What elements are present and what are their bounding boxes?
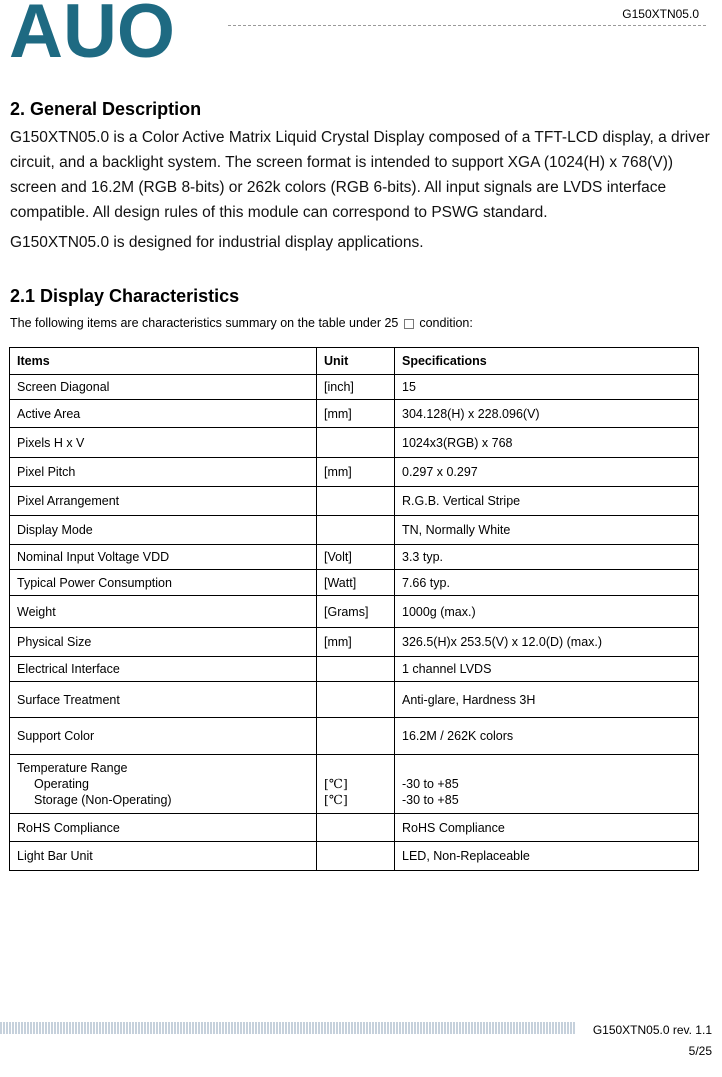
page-number: 5/25 xyxy=(688,1044,712,1058)
spec-cell xyxy=(395,755,699,814)
auo-logo xyxy=(9,2,175,58)
table-header-row xyxy=(10,348,699,375)
unit-cell xyxy=(317,682,395,718)
table-row xyxy=(10,428,699,458)
spec-cell: R.G.B. Vertical Stripe xyxy=(395,487,699,516)
item-cell: RoHS Compliance xyxy=(10,814,317,842)
unit-cell xyxy=(317,657,395,682)
unit-cell: [mm] xyxy=(317,458,395,487)
table-row xyxy=(10,487,699,516)
spec-cell: LED, Non-Replaceable xyxy=(395,842,699,871)
spec-cell: 304.128(H) x 228.096(V) xyxy=(395,400,699,428)
header-unit: Unit xyxy=(317,348,395,375)
item-cell: Support Color xyxy=(10,718,317,755)
description-paragraph: G150XTN05.0 is a Color Active Matrix Liquid Crystal Display composed of a TFT-LCD display, a driver circuit, and a backlight system. The screen format is intended to support XGA (1024(H) x 768(V)) screen and 16.2M (RGB 8-bits) or 262k colors (RGB 6-bits). All input signals are LVDS interface compatible. All design rules of this module can correspond to PSWG standard. xyxy=(10,129,710,221)
item-cell: Screen Diagonal xyxy=(10,375,317,400)
table-row xyxy=(10,596,699,628)
table-row xyxy=(10,682,699,718)
operating-unit: [℃] xyxy=(324,776,348,791)
item-cell: Active Area xyxy=(10,400,317,428)
item-cell: Pixel Pitch xyxy=(10,458,317,487)
spec-cell: 1 channel LVDS xyxy=(395,657,699,682)
item-cell: Nominal Input Voltage VDD xyxy=(10,545,317,570)
table-row-temperature xyxy=(10,755,699,814)
unit-cell: [Grams] xyxy=(317,596,395,628)
unit-cell xyxy=(317,516,395,545)
table-row xyxy=(10,570,699,596)
item-cell xyxy=(10,755,317,814)
unit-cell: [Volt] xyxy=(317,545,395,570)
table-row xyxy=(10,516,699,545)
display-characteristics-table xyxy=(9,347,699,871)
svg-text:AUO: AUO xyxy=(9,2,175,58)
spec-cell: 326.5(H)x 253.5(V) x 12.0(D) (max.) xyxy=(395,628,699,657)
footer-revision: G150XTN05.0 rev. 1.1 xyxy=(592,1023,712,1037)
table-row xyxy=(10,545,699,570)
storage-unit: [℃] xyxy=(324,792,348,807)
header-rule xyxy=(228,25,706,26)
item-cell: Pixel Arrangement xyxy=(10,487,317,516)
spec-cell: TN, Normally White xyxy=(395,516,699,545)
item-cell: Typical Power Consumption xyxy=(10,570,317,596)
table-row xyxy=(10,400,699,428)
table-row xyxy=(10,842,699,871)
spec-cell: 1000g (max.) xyxy=(395,596,699,628)
document-id: G150XTN05.0 xyxy=(622,7,699,21)
item-cell: Physical Size xyxy=(10,628,317,657)
footer-decorative-band xyxy=(0,1022,575,1034)
unit-cell: [Watt] xyxy=(317,570,395,596)
application-paragraph: G150XTN05.0 is designed for industrial display applications. xyxy=(10,234,424,251)
item-cell: Display Mode xyxy=(10,516,317,545)
item-cell: Electrical Interface xyxy=(10,657,317,682)
operating-label: Operating xyxy=(34,777,89,791)
spec-cell: 15 xyxy=(395,375,699,400)
spec-cell: RoHS Compliance xyxy=(395,814,699,842)
item-cell: Surface Treatment xyxy=(10,682,317,718)
spec-cell: 3.3 typ. xyxy=(395,545,699,570)
unit-cell xyxy=(317,842,395,871)
storage-spec: -30 to +85 xyxy=(402,793,459,807)
unit-cell xyxy=(317,487,395,516)
spec-cell: 0.297 x 0.297 xyxy=(395,458,699,487)
item-cell: Pixels H x V xyxy=(10,428,317,458)
unit-cell: [mm] xyxy=(317,628,395,657)
item-cell: Weight xyxy=(10,596,317,628)
operating-spec: -30 to +85 xyxy=(402,777,459,791)
table-intro-text: The following items are characteristics summary on the table under 25 xyxy=(10,316,399,330)
table-row xyxy=(10,814,699,842)
unit-cell xyxy=(317,755,395,814)
unit-cell xyxy=(317,428,395,458)
header-items: Items xyxy=(10,348,317,375)
spec-cell: 16.2M / 262K colors xyxy=(395,718,699,755)
spec-cell: 1024x3(RGB) x 768 xyxy=(395,428,699,458)
table-row xyxy=(10,458,699,487)
storage-label: Storage (Non-Operating) xyxy=(34,793,172,807)
missing-glyph-box xyxy=(404,319,414,329)
table-intro-condition: condition: xyxy=(419,316,473,330)
subsection-title: 2.1 Display Characteristics xyxy=(10,286,240,306)
spec-cell: Anti-glare, Hardness 3H xyxy=(395,682,699,718)
table-row xyxy=(10,375,699,400)
spec-cell: 7.66 typ. xyxy=(395,570,699,596)
section-title: 2. General Description xyxy=(10,99,202,119)
temperature-range-label: Temperature Range xyxy=(17,761,128,775)
table-row xyxy=(10,657,699,682)
item-cell: Light Bar Unit xyxy=(10,842,317,871)
unit-cell: [mm] xyxy=(317,400,395,428)
unit-cell xyxy=(317,814,395,842)
header-specifications: Specifications xyxy=(395,348,699,375)
table-intro xyxy=(10,316,473,330)
table-row xyxy=(10,628,699,657)
table-row xyxy=(10,718,699,755)
unit-cell: [inch] xyxy=(317,375,395,400)
unit-cell xyxy=(317,718,395,755)
